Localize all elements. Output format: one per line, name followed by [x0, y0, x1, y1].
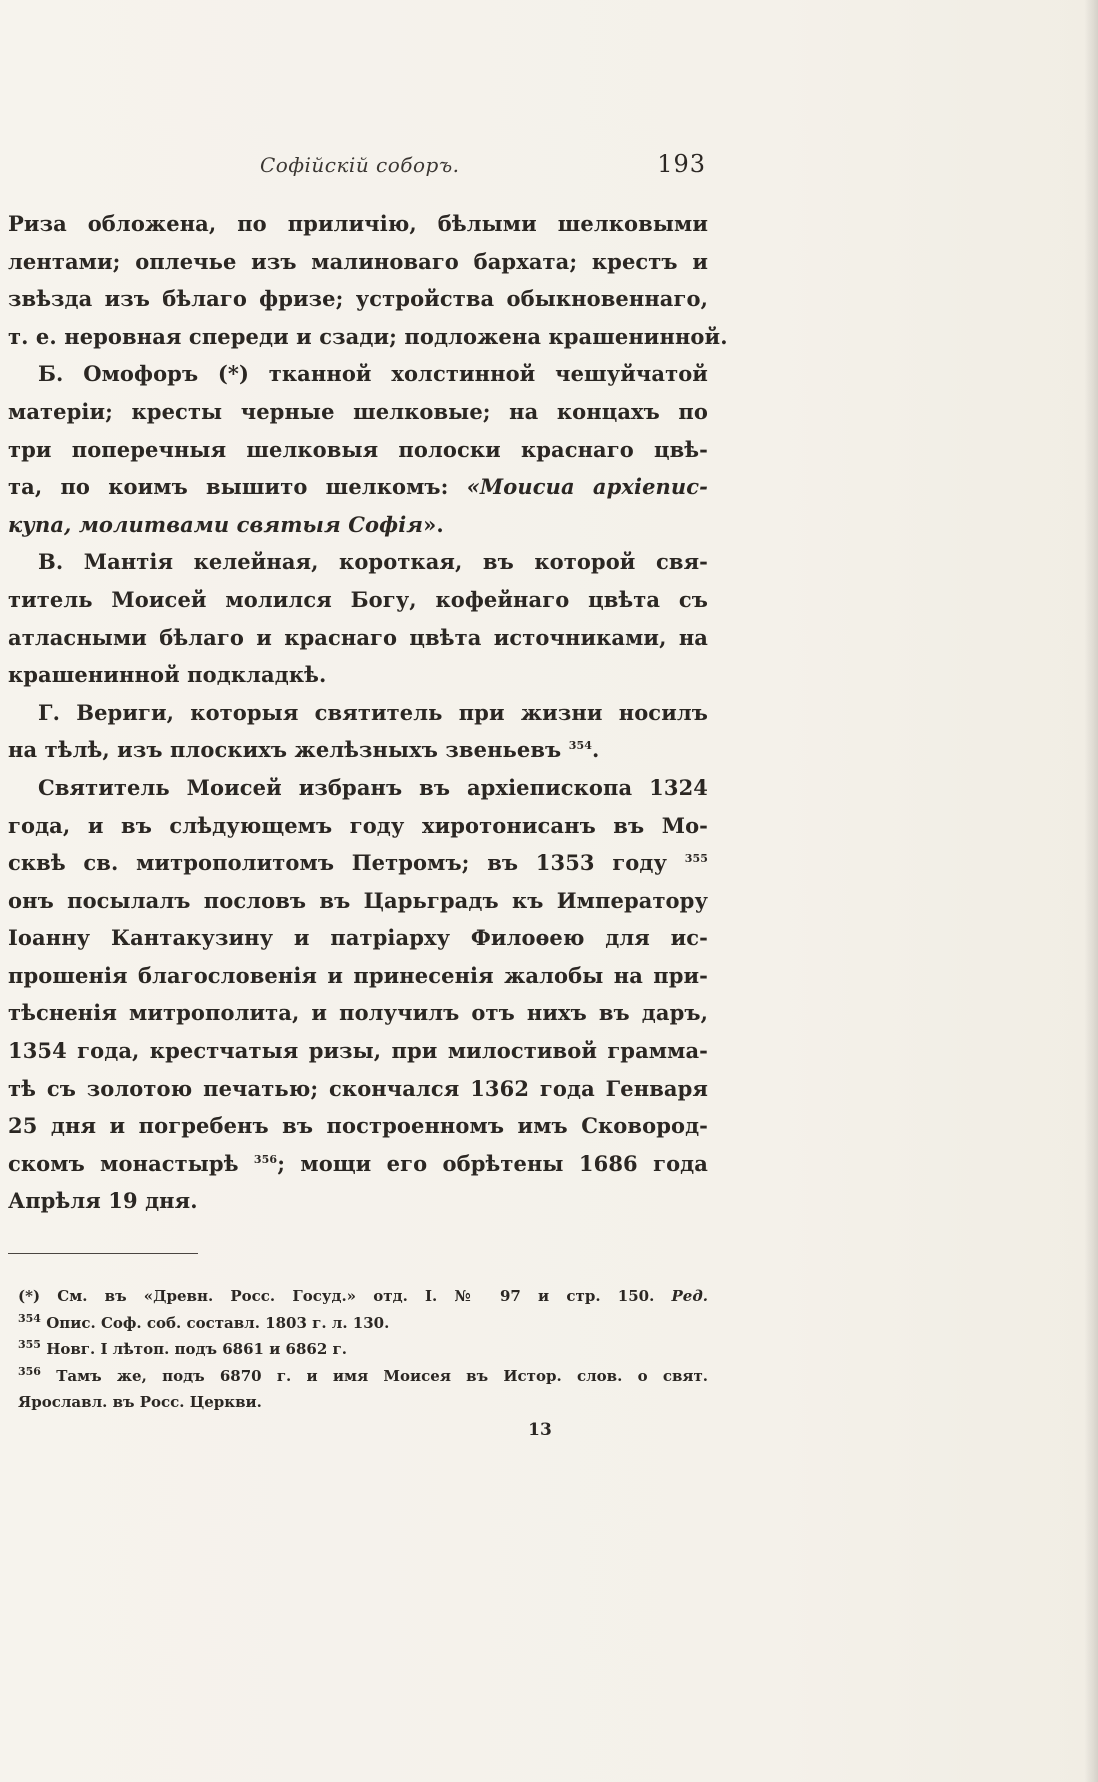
text-line — [8, 506, 708, 544]
text-line: Апрѣля 19 дня. — [8, 1188, 198, 1214]
footnote-ref: 356 — [253, 1152, 278, 1166]
text-segment: скомъ монастырѣ — [8, 1150, 239, 1176]
text-line: тѣсненія митрополита, и получилъ отъ нихъ въ даръ, — [8, 1000, 708, 1026]
text-line: Святитель Моисей избранъ въ архіепископа 1324 — [38, 774, 708, 800]
text-segment: та, по коимъ вышито шелкомъ: — [8, 474, 467, 500]
text-line: Іоанну Кантакузину и патріарху Филоѳею для ис- — [8, 925, 708, 951]
text-line: лентами; оплечье изъ малиноваго бархата; крестъ и — [8, 248, 708, 274]
text-line: Г. Вериги, которыя святитель при жизни носилъ — [38, 699, 708, 725]
text-line — [8, 1145, 708, 1183]
footnote-text: (*) См. въ «Древн. Росс. Госуд.» отд. I. № 97 и стр. 150. — [18, 1287, 655, 1305]
text-line: онъ посылалъ пословъ въ Царьградъ къ Императору — [8, 887, 708, 913]
footnote-text: Тамъ же, подъ 6870 г. и имя Моисея въ Истор. слов. о свят. — [56, 1366, 708, 1385]
footnote-number: 356 — [18, 1364, 41, 1378]
text-line: матеріи; кресты черные шелковые; на концахъ по — [8, 398, 708, 424]
text-line: т. е. неровная спереди и сзади; подложена крашенинной. — [8, 323, 728, 349]
footnote-divider — [8, 1253, 198, 1254]
text-line — [8, 468, 708, 506]
text-line: прошенія благословенія и принесенія жалобы на при- — [8, 962, 708, 988]
text-segment: на тѣлѣ, изъ плоскихъ желѣзныхъ звеньевъ — [8, 737, 562, 763]
footnote — [18, 1336, 708, 1363]
signature-mark: 13 — [528, 1420, 552, 1440]
text-line: звѣзда изъ бѣлаго фризе; устройства обыкновеннаго, — [8, 286, 708, 312]
text-line: 25 дня и погребенъ въ построенномъ имъ Сковород- — [8, 1113, 708, 1139]
footnote-ref: 354 — [568, 739, 592, 753]
text-line: атласными бѣлаго и краснаго цвѣта источниками, на — [8, 624, 708, 650]
text-segment: . — [591, 737, 600, 763]
footnotes — [18, 1283, 708, 1416]
text-line — [8, 844, 708, 882]
body-text — [8, 205, 728, 1220]
footnote-editor: Ред. — [671, 1287, 708, 1305]
footnote — [18, 1363, 708, 1390]
text-line: 1354 года, крестчатыя ризы, при милостивой грамма- — [8, 1038, 708, 1064]
footnote-text: Опис. Соф. соб. составл. 1803 г. л. 130. — [46, 1313, 390, 1332]
text-line: крашенинной подкладкѣ. — [8, 662, 327, 688]
footnote-number: 355 — [18, 1338, 41, 1351]
text-line: Б. Омофоръ (*) тканной холстинной чешуйчатой — [38, 361, 708, 387]
footnote: Ярославл. въ Росс. Церкви. — [18, 1393, 262, 1411]
text-line — [8, 731, 708, 769]
text-line: тѣ съ золотою печатью; скончался 1362 года Генваря — [8, 1075, 708, 1101]
text-segment: ; мощи его обрѣтены 1686 года — [277, 1150, 708, 1176]
running-header — [258, 150, 706, 184]
text-line: В. Мантія келейная, короткая, въ которой свя- — [38, 549, 708, 575]
text-line: титель Моисей молился Богу, кофейнаго цвѣта съ — [8, 586, 708, 612]
text-segment: ». — [423, 511, 444, 537]
page-edge-shadow — [1084, 0, 1098, 1782]
text-line: Риза обложена, по приличію, бѣлыми шелковыми — [8, 211, 708, 236]
text-line: года, и въ слѣдующемъ году хиротонисанъ въ Мо- — [8, 812, 708, 838]
footnote — [18, 1310, 708, 1337]
footnote — [18, 1283, 708, 1310]
text-line: три поперечныя шелковыя полоски краснаго цвѣ- — [8, 436, 708, 462]
italic-quote: «Моисиа архіепис- — [466, 474, 708, 500]
italic-quote: купа, молитвами святыя Софія — [8, 511, 424, 537]
text-segment: сквѣ св. митрополитомъ Петромъ; въ 1353 году — [8, 850, 668, 876]
footnote-number: 354 — [18, 1311, 41, 1325]
footnote-ref: 355 — [684, 852, 709, 866]
running-title: Софійскій соборъ. — [260, 153, 460, 177]
footnote-text: Новг. I лѣтоп. подъ 6861 и 6862 г. — [46, 1340, 347, 1358]
page-number: 193 — [657, 150, 706, 178]
